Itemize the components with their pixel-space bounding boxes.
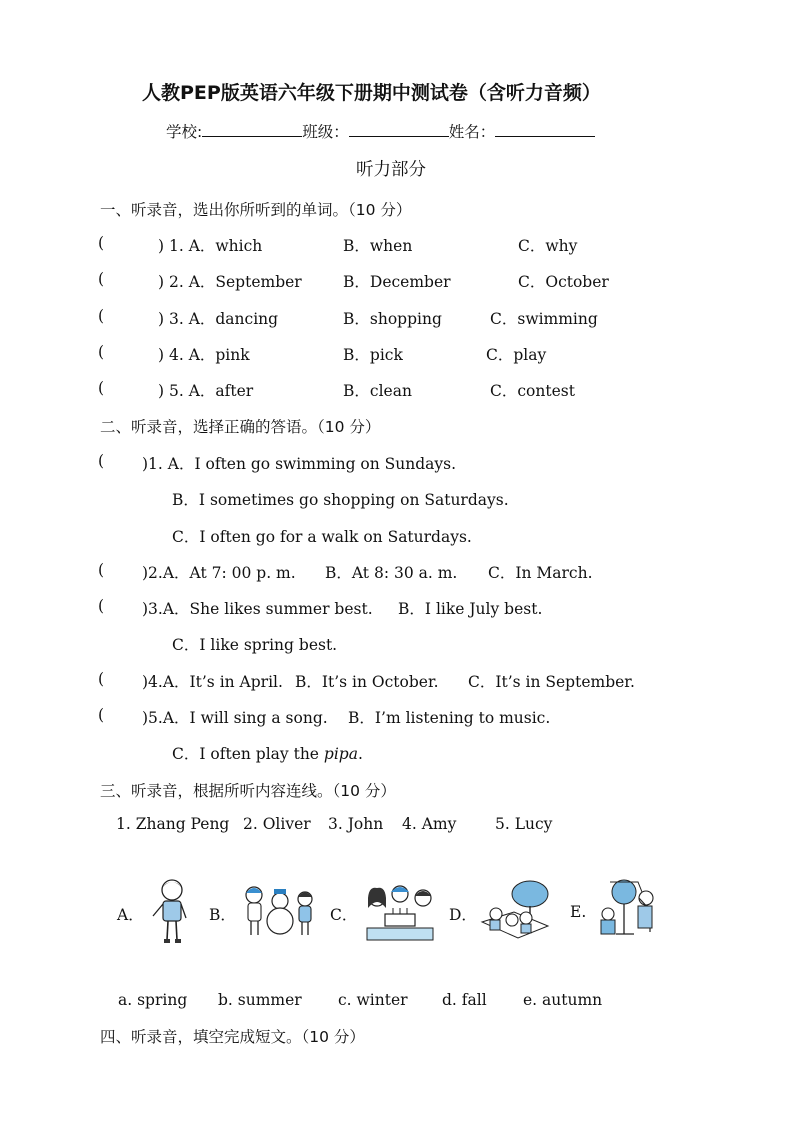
option-c: C．play bbox=[486, 346, 547, 364]
season-option: b. summer bbox=[218, 991, 302, 1009]
option-b: B．At 8: 30 a. m. bbox=[325, 564, 458, 582]
section-subtitle: 听力部分 bbox=[356, 160, 426, 180]
school-label: 学校: bbox=[166, 123, 203, 141]
option-c: C．I often go for a walk on Saturdays. bbox=[172, 528, 472, 546]
option-c: C．It’s in September. bbox=[468, 673, 635, 691]
class-label: 班级： bbox=[302, 123, 349, 141]
option-b: B．It’s in October. bbox=[295, 673, 439, 691]
option-b: B．I like July best. bbox=[398, 600, 543, 618]
person-name: 5. Lucy bbox=[495, 815, 553, 833]
tree-planting-illustration bbox=[598, 878, 658, 940]
option-a: )2.A．At 7: 00 p. m. bbox=[142, 564, 296, 582]
option-c: C．I like spring best. bbox=[172, 636, 338, 654]
picnic-illustration bbox=[478, 878, 552, 940]
option-c: C．why bbox=[518, 237, 578, 255]
picture-label: A． bbox=[117, 906, 144, 924]
option-a: ) 3. A．dancing bbox=[158, 310, 279, 328]
option-c-text: C．I often play the bbox=[172, 745, 324, 763]
option-b: B．I’m listening to music. bbox=[348, 709, 551, 727]
option-c: C．swimming bbox=[490, 310, 598, 328]
picture-label: B． bbox=[209, 906, 236, 924]
school-blank[interactable] bbox=[202, 122, 302, 137]
option-a: )4.A．It’s in April. bbox=[142, 673, 283, 691]
answer-paren[interactable]: ( bbox=[98, 343, 105, 361]
option-b: B．when bbox=[343, 237, 413, 255]
option-c-suffix: . bbox=[357, 745, 363, 763]
picture-label: E. bbox=[570, 903, 587, 921]
option-c bbox=[172, 742, 363, 764]
answer-paren[interactable]: ( bbox=[98, 706, 105, 724]
option-b: B．I sometimes go shopping on Saturdays. bbox=[172, 491, 509, 509]
answer-paren[interactable]: ( bbox=[98, 270, 105, 288]
season-option: d. fall bbox=[442, 991, 487, 1009]
name-blank[interactable] bbox=[495, 122, 595, 137]
person-name: 3. John bbox=[328, 815, 384, 833]
person-name: 2. Oliver bbox=[243, 815, 311, 833]
option-a: ) 2. A．September bbox=[158, 273, 302, 291]
option-c-italic: pipa bbox=[323, 745, 358, 763]
student-info-line bbox=[166, 120, 595, 142]
option-a: ) 1. A．which bbox=[158, 237, 263, 255]
option-b: B．clean bbox=[343, 382, 412, 400]
option-b: B．December bbox=[343, 273, 451, 291]
snowman-children-illustration bbox=[240, 883, 320, 939]
answer-paren[interactable]: ( bbox=[98, 452, 105, 470]
person-name: 1. Zhang Peng bbox=[116, 815, 230, 833]
answer-paren[interactable]: ( bbox=[98, 307, 105, 325]
answer-paren[interactable]: ( bbox=[98, 597, 105, 615]
picture-label: C． bbox=[330, 906, 358, 924]
answer-paren[interactable]: ( bbox=[98, 561, 105, 579]
option-b: B．shopping bbox=[343, 310, 442, 328]
class-blank[interactable] bbox=[349, 122, 449, 137]
option-a: )3.A．She likes summer best. bbox=[142, 600, 373, 618]
option-c: C．October bbox=[518, 273, 609, 291]
person-name: 4. Amy bbox=[402, 815, 457, 833]
name-label: 姓名： bbox=[448, 123, 496, 141]
answer-paren[interactable]: ( bbox=[98, 379, 105, 397]
answer-paren[interactable]: ( bbox=[98, 234, 105, 252]
season-option: e. autumn bbox=[523, 991, 603, 1009]
season-option: a. spring bbox=[118, 991, 188, 1009]
section4-heading: 四、听录音，填空完成短文。（10 分） bbox=[100, 1028, 365, 1046]
picture-label: D． bbox=[449, 906, 477, 924]
option-a: ) 4. A．pink bbox=[158, 346, 250, 364]
season-option: c. winter bbox=[338, 991, 408, 1009]
birthday-cake-children-illustration bbox=[363, 880, 437, 942]
option-a: ) 5. A．after bbox=[158, 382, 254, 400]
section1-heading: 一、听录音，选出你所听到的单词。（10 分） bbox=[100, 201, 412, 219]
option-a: )1. A．I often go swimming on Sundays. bbox=[142, 455, 457, 473]
section2-heading: 二、听录音，选择正确的答语。（10 分） bbox=[100, 418, 381, 436]
page-title: 人教PEP版英语六年级下册期中测试卷（含听力音频） bbox=[142, 82, 601, 104]
answer-paren[interactable]: ( bbox=[98, 670, 105, 688]
option-a: )5.A．I will sing a song. bbox=[142, 709, 328, 727]
option-b: B．pick bbox=[343, 346, 403, 364]
option-c: C．contest bbox=[490, 382, 575, 400]
boy-standing-illustration bbox=[148, 876, 192, 946]
section3-heading: 三、听录音，根据所听内容连线。（10 分） bbox=[100, 782, 396, 800]
option-c: C．In March. bbox=[488, 564, 593, 582]
